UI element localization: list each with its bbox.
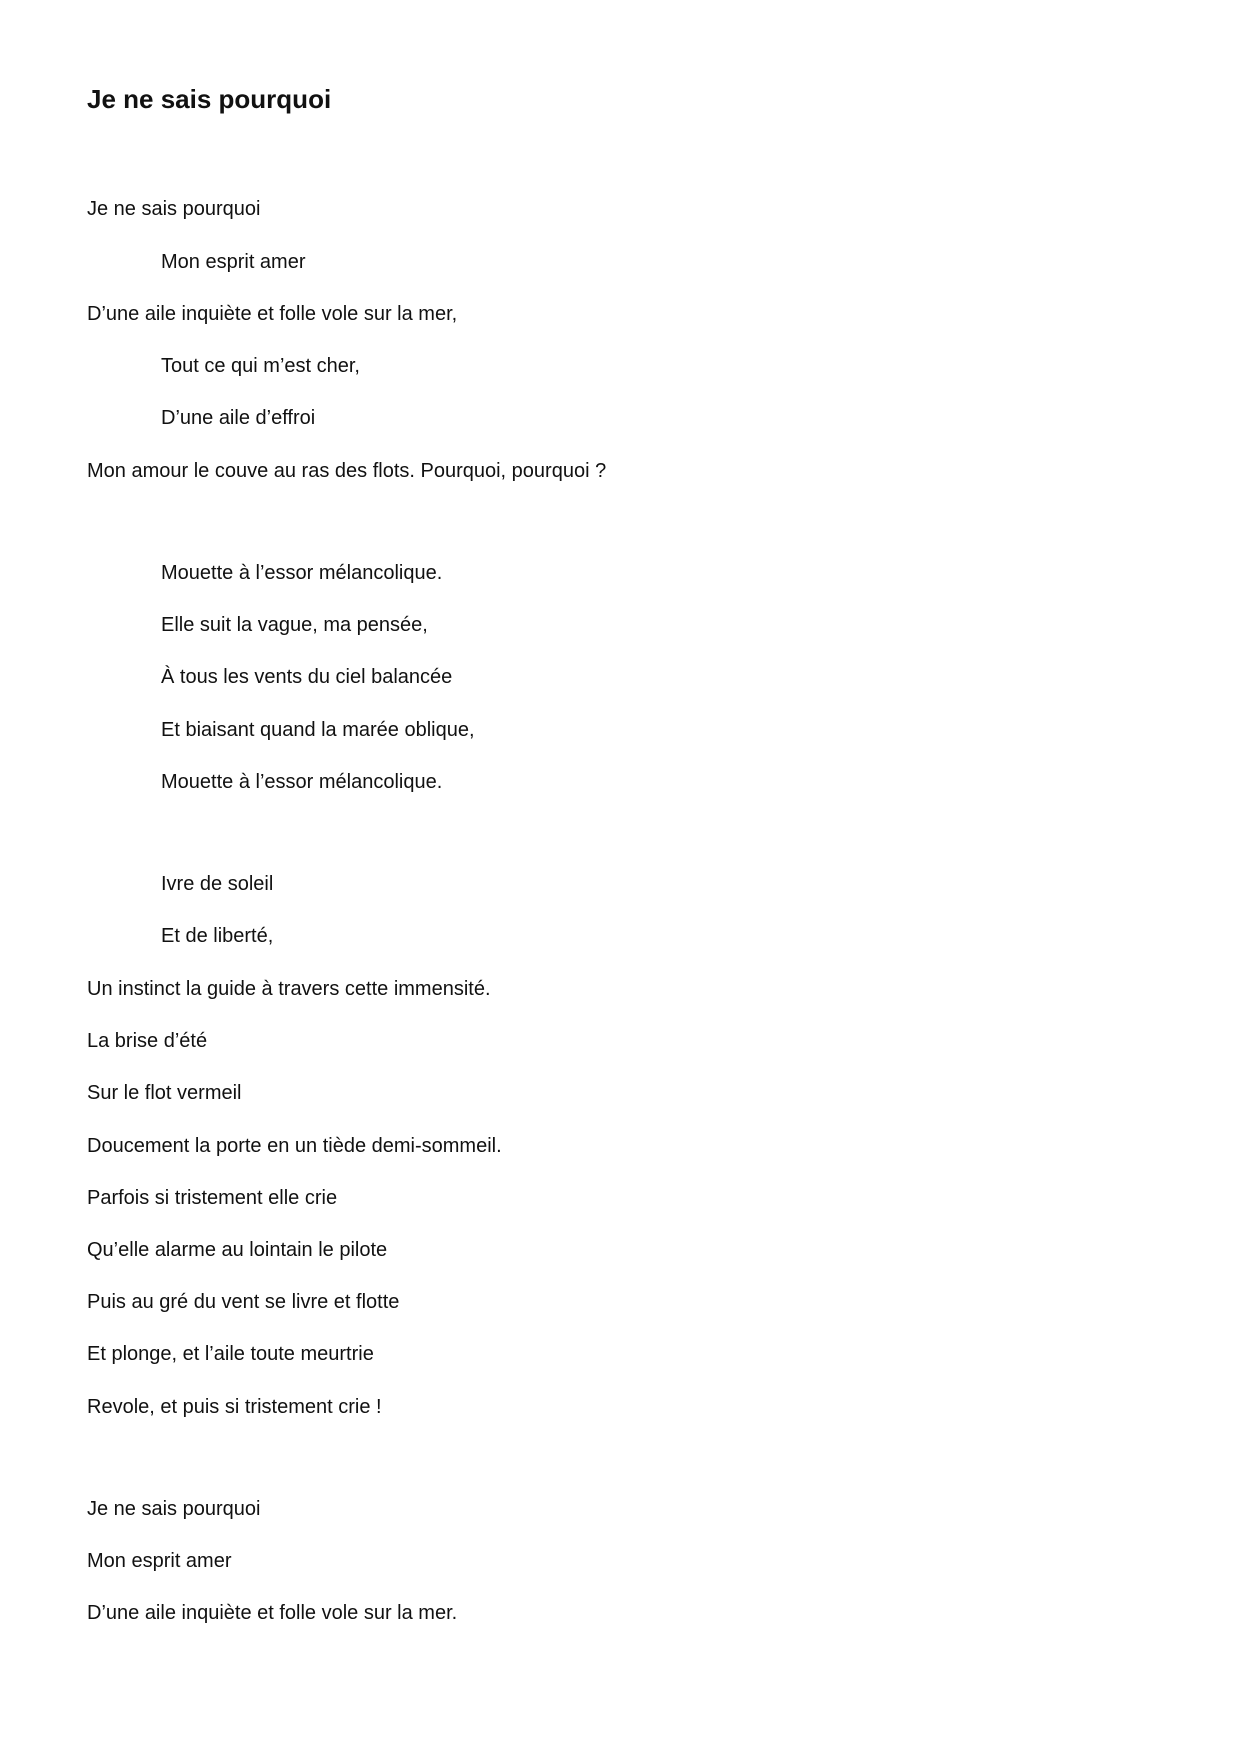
poem-line: Sur le flot vermeil: [87, 1082, 242, 1104]
poem-line: À tous les vents du ciel balancée: [161, 666, 453, 688]
poem-line: Mon esprit amer: [87, 1550, 232, 1572]
poem-line: Et biaisant quand la marée oblique,: [161, 719, 475, 741]
poem-line: Mon esprit amer: [161, 251, 306, 273]
poem-line: Je ne sais pourquoi: [87, 1498, 261, 1520]
poem-line: Tout ce qui m’est cher,: [161, 355, 360, 377]
poem-line: D’une aile d’effroi: [161, 407, 316, 429]
poem-line: Revole, et puis si tristement crie !: [87, 1396, 382, 1418]
poem-line: Elle suit la vague, ma pensée,: [161, 614, 428, 636]
poem-line: D’une aile inquiète et folle vole sur la mer,: [87, 303, 458, 325]
poem-line: Qu’elle alarme au lointain le pilote: [87, 1239, 388, 1261]
poem-line: Et de liberté,: [161, 925, 274, 947]
poem-line: Parfois si tristement elle crie: [87, 1187, 338, 1209]
poem-line: Ivre de soleil: [161, 873, 274, 895]
poem-line: Un instinct la guide à travers cette immensité.: [87, 978, 491, 1000]
poem-line: La brise d’été: [87, 1030, 208, 1052]
poem-line: Doucement la porte en un tiède demi-sommeil.: [87, 1135, 502, 1157]
poem-line: Mouette à l’essor mélancolique.: [161, 771, 443, 793]
poem-line: Puis au gré du vent se livre et flotte: [87, 1291, 400, 1313]
poem-title: Je ne sais pourquoi: [87, 84, 332, 114]
poem-line: Et plonge, et l’aile toute meurtrie: [87, 1343, 374, 1365]
poem-line: Mouette à l’essor mélancolique.: [161, 562, 443, 584]
poem-line: D’une aile inquiète et folle vole sur la mer.: [87, 1602, 458, 1624]
poem-line: Je ne sais pourquoi: [87, 198, 261, 220]
poem-line: Mon amour le couve au ras des flots. Pourquoi, pourquoi ?: [87, 460, 607, 482]
